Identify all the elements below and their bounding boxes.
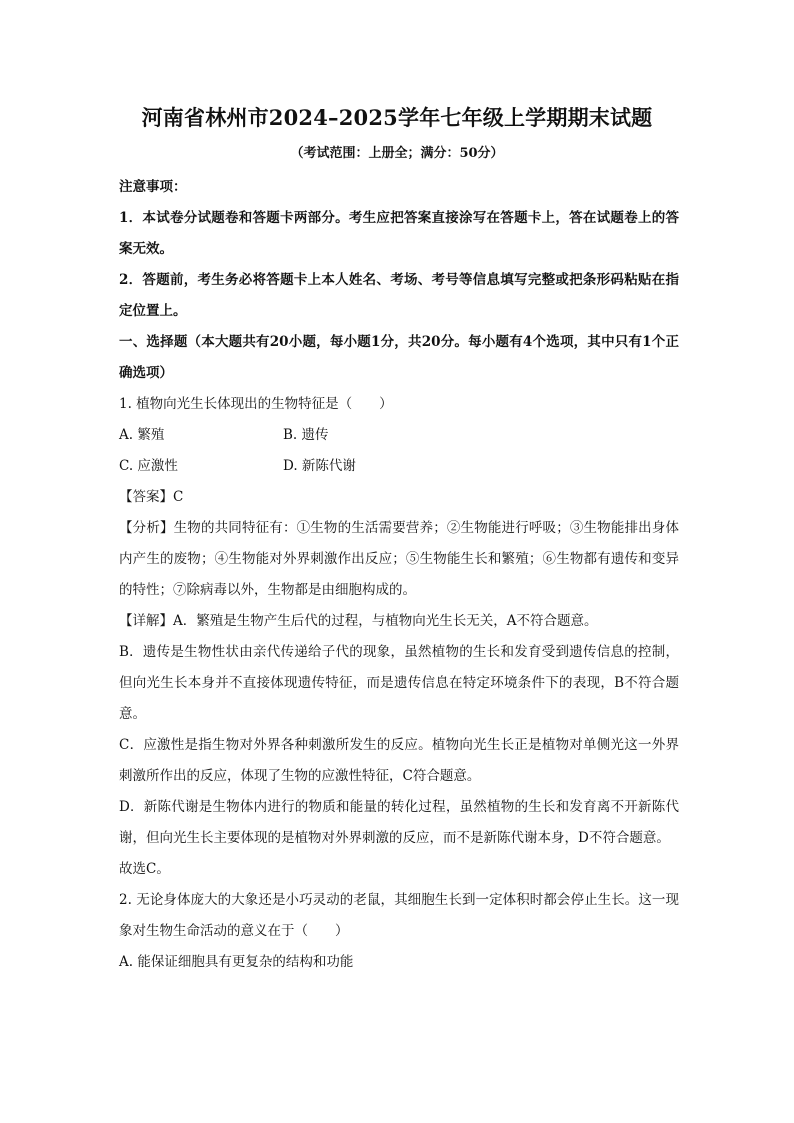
question-1-options-row-1 — [119, 420, 679, 451]
question-1-option-b: B. 遗传 — [283, 427, 329, 443]
question-1-option-a: A. 繁殖 — [119, 427, 165, 443]
section-heading-choice: 一、选择题（本大题共有20小题，每小题1分，共20分。每小题有4个选项，其中只有1个正确选项） — [119, 334, 679, 381]
question-2-option-a: A. 能保证细胞具有更复杂的结构和功能 — [119, 954, 354, 970]
question-1-answer: 【答案】C — [119, 489, 184, 505]
question-2-stem: 2. 无论身体庞大的大象还是小巧灵动的老鼠，其细胞生长到一定体积时都会停止生长。这一现象对生物生命活动的意义在于（ ） — [119, 892, 679, 939]
question-1-options-row-2 — [119, 451, 679, 482]
question-1-detail-b: B．遗传是生物性状由亲代传递给子代的现象，虽然植物的生长和发育受到遗传信息的控制，但向光生长本身并不直接体现遗传特征，而是遗传信息在特定环境条件下的表现，B不符合题意。 — [119, 644, 679, 722]
exam-scope-subtitle: （考试范围：上册全；满分：50分） — [290, 146, 504, 161]
page-title: 河南省林州市2024–2025学年七年级上学期期末试题 — [141, 105, 653, 130]
question-1-detail-c: C．应激性是指生物对外界各种刺激所发生的反应。植物向光生长正是植物对单侧光这一外界刺激所作出的反应，体现了生物的应激性特征，C符合题意。 — [119, 737, 679, 784]
notice-item-2: 2．答题前，考生务必将答题卡上本人姓名、考场、考号等信息填写完整或把条形码粘贴在指定位置上。 — [119, 272, 679, 319]
question-1-analysis: 【分析】生物的共同特征有：①生物的生活需要营养；②生物能进行呼吸；③生物能排出身体内产生的废物；④生物能对外界刺激作出反应；⑤生物能生长和繁殖；⑥生物都有遗传和变异的特性；⑦除病毒以外，生物都是由细胞构成的。 — [119, 520, 679, 598]
question-1-stem: 1. 植物向光生长体现出的生物特征是（ ） — [119, 396, 393, 412]
document-body — [119, 172, 679, 978]
question-1-detail-d: D．新陈代谢是生物体内进行的物质和能量的转化过程，虽然植物的生长和发育离不开新陈代谢，但向光生长主要体现的是植物对外界刺激的反应，而不是新陈代谢本身，D不符合题意。 — [119, 799, 679, 846]
notice-item-1: 1．本试卷分试题卷和答题卡两部分。考生应把答案直接涂写在答题卡上，答在试题卷上的答案无效。 — [119, 210, 679, 257]
question-1-detail-a: 【详解】A．繁殖是生物产生后代的过程，与植物向光生长无关，A不符合题意。 — [119, 613, 598, 629]
question-1-conclusion: 故选C。 — [119, 861, 170, 877]
question-1-option-d: D. 新陈代谢 — [283, 458, 356, 474]
notice-heading: 注意事项： — [119, 179, 187, 195]
question-1-option-c: C. 应激性 — [119, 458, 178, 474]
